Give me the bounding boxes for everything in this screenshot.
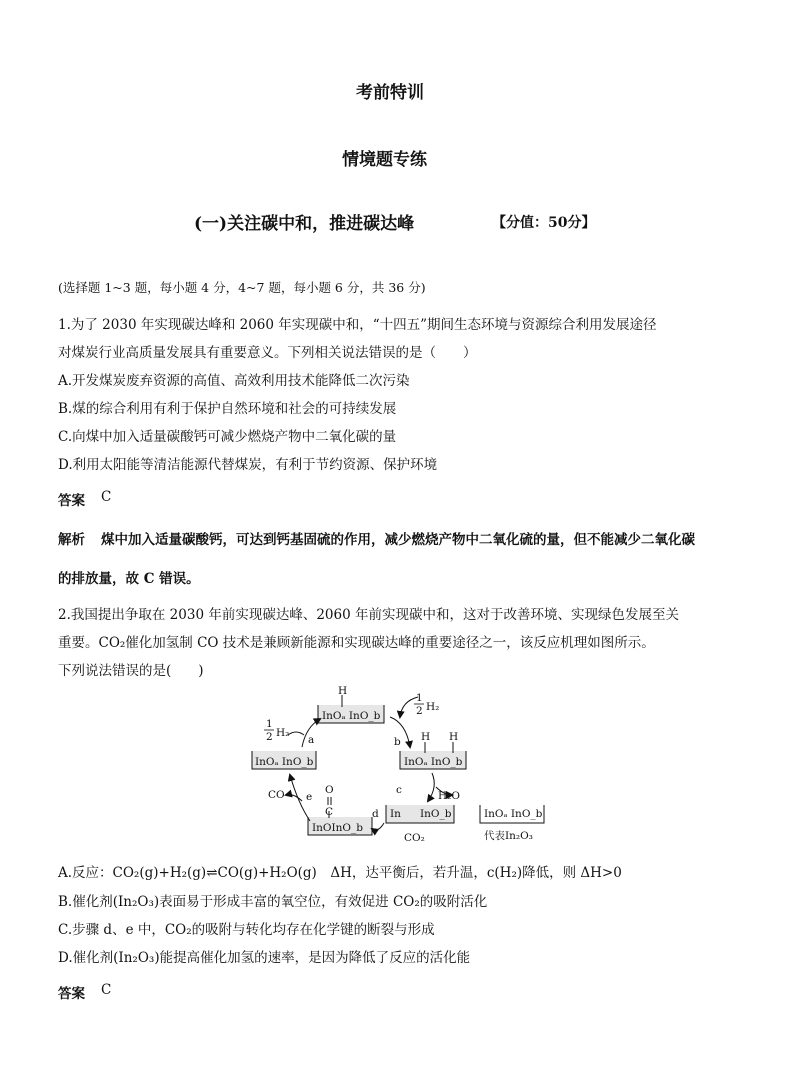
reaction-mechanism-diagram — [240, 683, 570, 848]
q1-stem-line1: 1.为了 2030 年实现碳达峰和 2060 年实现碳中和，“十四五”期间生态环境与资源综合利用发展途径 — [58, 317, 657, 333]
top-h: H — [338, 685, 348, 697]
section-title: (一)关注碳中和，推进碳达峰 — [194, 214, 415, 234]
left-h2: H₂ — [276, 727, 290, 739]
right-h1: H — [421, 731, 431, 743]
page-subtitle: 情境题专练 — [342, 150, 427, 170]
step-b: b — [394, 736, 401, 748]
q2-stem-line3: 下列说法错误的是( ) — [58, 663, 204, 679]
h2o-label: H₂O — [438, 790, 460, 802]
top-box-label: InOₐ InO_b — [322, 710, 381, 722]
co2-label: CO₂ — [404, 832, 425, 844]
left-half-num: 1 — [266, 718, 273, 730]
score-label: 【分值：50分】 — [492, 215, 596, 231]
q2-option-b: B.催化剂(In₂O₃)表面易于形成丰富的氧空位，有效促进 CO₂的吸附活化 — [58, 894, 488, 910]
q2-option-c: C.步骤 d、e 中，CO₂的吸附与转化均存在化学键的断裂与形成 — [58, 922, 435, 938]
q2-answer-label: 答案 — [58, 986, 85, 1002]
right-half-num: 1 — [416, 692, 423, 704]
q2-answer: C — [101, 982, 112, 998]
left-half-den: 2 — [266, 731, 273, 743]
right-box-label: InOₐ InO_b — [404, 756, 463, 768]
q2-option-d: D.催化剂(In₂O₃)能提高催化加氢的速率，是因为降低了反应的活化能 — [58, 950, 471, 966]
bottom-box-label: InOInO_b — [312, 822, 364, 834]
q1-answer: C — [101, 489, 112, 505]
step-e: e — [306, 791, 313, 803]
page-title: 考前特训 — [356, 83, 424, 103]
co-label: CO — [268, 789, 285, 801]
q2-stem-line1: 2.我国提出争取在 2030 年前实现碳达峰、2060 年前实现碳中和，这对于改善环境、实现绿色发展至关 — [58, 607, 679, 623]
right-h2-atom: H — [449, 731, 459, 743]
arrow-d — [372, 823, 384, 830]
legend-box-label: InOₐ InO_b — [484, 808, 543, 820]
q1-stem-line2: 对煤炭行业高质量发展具有重要意义。下列相关说法错误的是（ ） — [58, 345, 477, 361]
right-half-den: 2 — [416, 705, 423, 717]
q2-option-a: A.反应：CO₂(g)+H₂(g)⇌CO(g)+H₂O(g) ΔH，达平衡后，若升温，c(H₂)降低，则 ΔH>0 — [58, 865, 622, 881]
q1-option-a: A.开发煤炭废弃资源的高值、高效利用技术能降低二次污染 — [58, 373, 410, 389]
right-h2: H₂ — [426, 701, 440, 713]
q2-stem-line2: 重要。CO₂催化加氢制 CO 技术是兼顾新能源和实现碳达峰的重要途径之一，该反应机理如图所示。 — [58, 635, 655, 651]
q1-answer-label: 答案 — [58, 493, 85, 509]
q1-option-b: B.煤的综合利用有利于保护自然环境和社会的可持续发展 — [58, 401, 397, 417]
o-atom: O — [325, 784, 334, 796]
step-a: a — [308, 734, 315, 746]
step-c: c — [396, 784, 402, 796]
q1-analysis-line1: 煤中加入适量碳酸钙，可达到钙基固硫的作用，减少燃烧产物中二氧化硫的量，但不能减少二氧化碳 — [101, 532, 695, 548]
legend-text: 代表In₂O₃ — [484, 830, 533, 842]
d-box-left: In — [390, 808, 401, 820]
instructions: (选择题 1~3 题，每小题 4 分，4~7 题，每小题 6 分，共 36 分) — [58, 280, 426, 295]
arrow-h2-left — [288, 732, 304, 735]
q1-analysis-line2: 的排放量，故 C 错误。 — [58, 571, 200, 587]
c-atom: C — [325, 806, 334, 818]
step-d: d — [372, 808, 379, 820]
q1-option-d: D.利用太阳能等清洁能源代替煤炭，有利于节约资源、保护环境 — [58, 457, 438, 473]
d-box-right: InO_b — [420, 808, 452, 820]
arrow-e-out — [286, 795, 302, 801]
left-box-label: InOₐ InO_b — [255, 756, 314, 768]
q1-option-c: C.向煤中加入适量碳酸钙可减少燃烧产物中二氧化碳的量 — [58, 429, 397, 445]
arrow-c — [428, 773, 434, 801]
q1-analysis-label: 解析 — [58, 532, 85, 548]
